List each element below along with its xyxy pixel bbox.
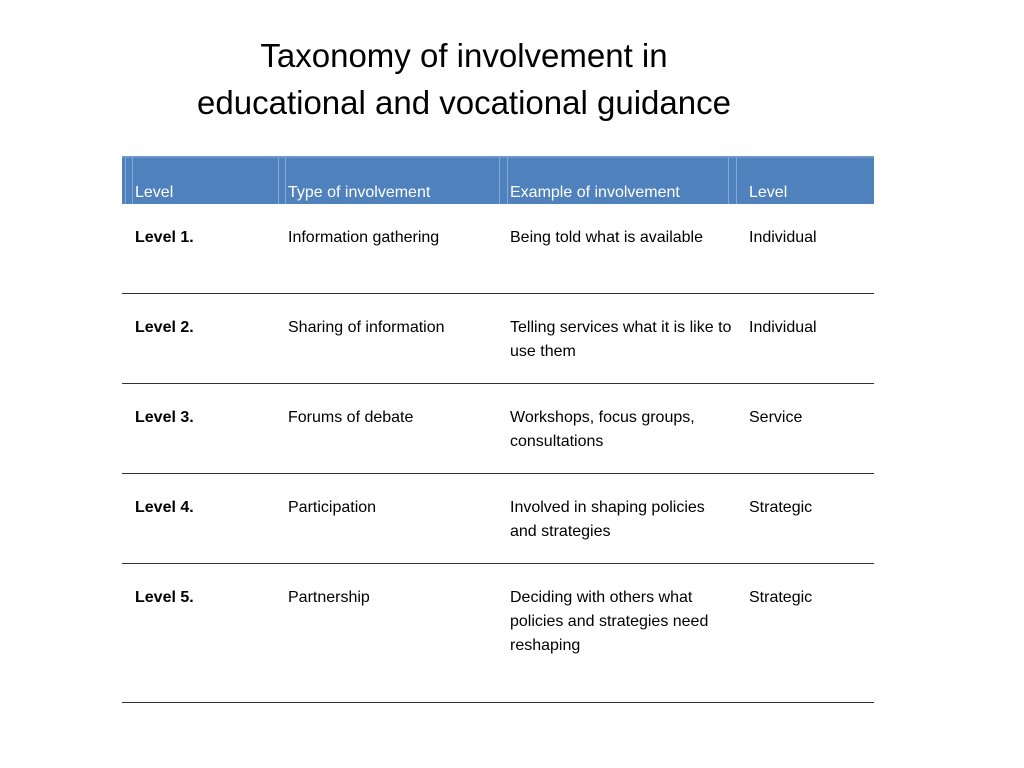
header-example: Example of involvement: [510, 184, 680, 201]
slide-title: [112, 32, 816, 126]
cell-example: Workshops, focus groups, consultations: [510, 409, 695, 450]
cell-level: Level 2.: [135, 319, 194, 336]
cell-scope: Strategic: [749, 499, 813, 516]
cell-type: Sharing of information: [288, 319, 445, 336]
involvement-table: [122, 156, 874, 703]
cell-example: Involved in shaping policies and strategies: [510, 499, 705, 540]
table-row: [122, 204, 874, 294]
title-line-1: Taxonomy of involvement in: [260, 37, 668, 74]
table-row: [122, 294, 874, 384]
cell-level: Level 1.: [135, 229, 194, 246]
cell-level: Level 5.: [135, 589, 194, 606]
header-divider: [507, 158, 508, 204]
header-divider: [499, 158, 500, 204]
cell-level: Level 4.: [135, 499, 194, 516]
header-divider: [285, 158, 286, 204]
cell-type: Information gathering: [288, 229, 440, 246]
header-type: Type of involvement: [288, 184, 431, 201]
table-row: [122, 474, 874, 564]
cell-example: Telling services what it is like to use them: [510, 319, 732, 360]
table-row: [122, 564, 874, 703]
header-divider: [736, 158, 737, 204]
cell-example: Deciding with others what policies and strategies need reshaping: [510, 589, 709, 654]
cell-example: Being told what is available: [510, 229, 704, 246]
header-divider: [132, 158, 133, 204]
header-scope: Level: [749, 184, 788, 201]
table-row: [122, 384, 874, 474]
header-divider: [278, 158, 279, 204]
cell-type: Forums of debate: [288, 409, 414, 426]
cell-scope: Individual: [749, 229, 817, 246]
header-divider: [125, 158, 126, 204]
title-line-2: educational and vocational guidance: [197, 84, 731, 121]
table-header: [122, 156, 874, 204]
header-level: Level: [135, 184, 174, 201]
cell-scope: Service: [749, 409, 803, 426]
cell-level: Level 3.: [135, 409, 194, 426]
cell-type: Partnership: [288, 589, 370, 606]
cell-scope: Strategic: [749, 589, 813, 606]
cell-type: Participation: [288, 499, 377, 516]
cell-scope: Individual: [749, 319, 817, 336]
